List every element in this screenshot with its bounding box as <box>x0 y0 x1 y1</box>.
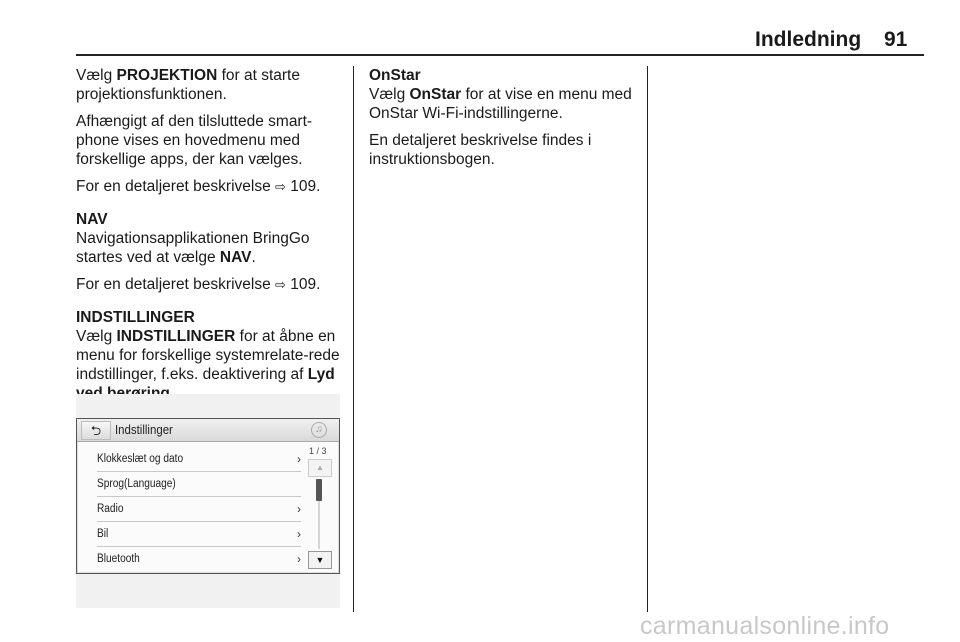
settings-list <box>97 447 301 571</box>
chevron-right-icon: › <box>297 502 301 516</box>
column-divider-2 <box>647 66 648 612</box>
music-note-icon[interactable]: ♫ <box>311 422 327 438</box>
onstar-manual-paragraph: En detaljeret beskrivelse findes i instruktionsbogen. <box>369 132 592 168</box>
header-rule <box>76 54 924 56</box>
onstar-heading: OnStar <box>369 67 421 84</box>
onstar-paragraph: Vælg OnStar for at vise en menu med OnStar Wi-Fi-indstillingerne. <box>369 86 632 122</box>
page-ref: 109. <box>290 276 321 293</box>
settings-list-item[interactable] <box>97 522 301 547</box>
page-ref-arrow-icon: ⇨ <box>275 179 286 194</box>
smartphone-paragraph: Afhængigt af den tilsluttede smart-phone vises en hovedmenu med forskellige apps, der kan vælges. <box>76 113 313 168</box>
nav-keyword: NAV <box>219 249 252 266</box>
settings-item-label: Bluetooth <box>97 553 140 565</box>
projektion-paragraph: Vælg PROJEKTION for at starte projektionsfunktionen. <box>76 67 300 103</box>
page-indicator: 1 / 3 <box>309 446 327 456</box>
column-divider-1 <box>353 66 354 612</box>
settings-paragraph: Vælg INDSTILLINGER for at åbne en menu for forskellige systemrelate-rede indstillinger, f.eks. deaktivering af Lyd <box>76 328 340 383</box>
right-column <box>369 66 641 177</box>
page-number: 91 <box>884 28 908 51</box>
left-column <box>76 66 348 411</box>
settings-list-item[interactable] <box>97 497 301 522</box>
screen-title-bar <box>77 419 339 442</box>
scroll-thumb[interactable] <box>316 479 322 501</box>
screen-title: Indstillinger <box>115 422 173 437</box>
scroll-up-button[interactable]: ▲ <box>308 459 332 477</box>
page-ref: 109. <box>290 178 321 195</box>
settings-list-item[interactable] <box>97 472 301 497</box>
nav-heading: NAV <box>76 211 108 228</box>
page-ref-arrow-icon: ⇨ <box>275 277 286 292</box>
chevron-right-icon: › <box>297 527 301 541</box>
settings-screen <box>76 418 340 574</box>
settings-item-label: Bil <box>97 528 109 540</box>
projektion-keyword: PROJEKTION <box>116 67 218 84</box>
chevron-right-icon: › <box>297 552 301 566</box>
settings-heading: INDSTILLINGER <box>76 309 195 326</box>
settings-list-item[interactable] <box>97 447 301 472</box>
nav-paragraph: Navigationsapplikationen BringGo startes ved at vælge NAV. <box>76 230 310 266</box>
return-arrow-icon[interactable]: ⮌ <box>81 421 111 440</box>
settings-item-label: Klokkeslæt og dato <box>97 453 184 465</box>
settings-list-item[interactable] <box>97 547 301 571</box>
chevron-right-icon: › <box>297 452 301 466</box>
settings-screen-figure <box>76 394 340 608</box>
reference-paragraph: For en detaljeret beskrivelse ⇨ 109. <box>76 178 321 195</box>
chapter-title: Indledning <box>755 28 862 51</box>
settings-item-label: Radio <box>97 503 124 515</box>
watermark: carmanualsonline.info <box>640 612 890 640</box>
onstar-keyword: OnStar <box>409 86 462 103</box>
settings-item-label: Sprog(Language) <box>97 478 176 490</box>
scroll-down-button[interactable]: ▼ <box>308 551 332 569</box>
nav-reference-paragraph: For en detaljeret beskrivelse ⇨ 109. <box>76 276 321 293</box>
